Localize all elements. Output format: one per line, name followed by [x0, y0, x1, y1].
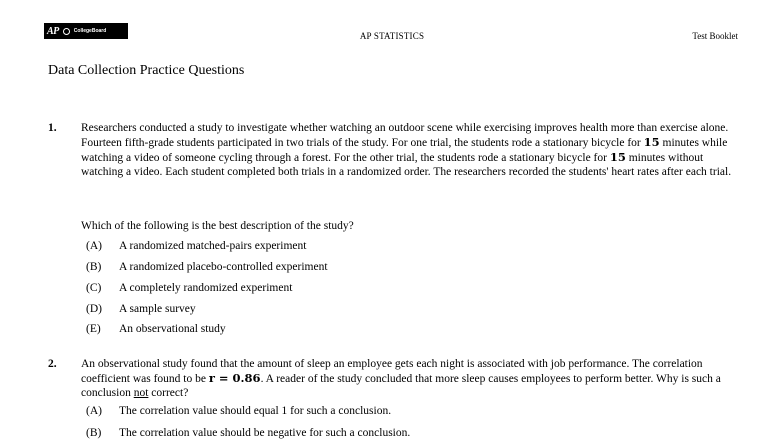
- choice-text: A randomized matched-pairs experiment: [119, 240, 307, 252]
- ap-logo-text: AP: [47, 25, 59, 37]
- subject-header: AP STATISTICS: [359, 31, 425, 41]
- question-number: 1.: [48, 122, 57, 134]
- stem-text: . A reader of the study concluded that more sleep causes employees to perform better. Why is such a conclusion: [81, 373, 721, 399]
- stem-text: correct?: [148, 387, 189, 399]
- choice-letter: (A): [86, 240, 102, 252]
- collegeboard-logo-text: CollegeBoard: [73, 28, 107, 34]
- stem-math: 15: [609, 150, 626, 164]
- question-stem: [81, 357, 741, 400]
- stem-emphasis: not: [133, 387, 149, 399]
- answer-choice-d[interactable]: [86, 302, 196, 316]
- answer-choice-c[interactable]: [86, 281, 292, 295]
- stem-text: minutes without watching a video. Each student completed both trials in a randomized order. The researchers recorded the students' heart rates after each trial.: [81, 152, 732, 178]
- choice-letter: (E): [86, 323, 101, 335]
- answer-choice-b[interactable]: [86, 260, 328, 274]
- stem-math: 15: [643, 135, 660, 149]
- choice-letter: (B): [86, 261, 102, 273]
- question-prompt: Which of the following is the best description of the study?: [81, 220, 354, 232]
- choice-text: A randomized placebo-controlled experiment: [119, 261, 328, 273]
- question-stem: [81, 121, 741, 179]
- answer-choice-a[interactable]: [86, 404, 391, 418]
- choice-text: A completely randomized experiment: [119, 282, 293, 294]
- choice-letter: (A): [86, 405, 102, 417]
- stem-text: Researchers conducted a study to investigate whether watching an outdoor scene while exercising improves health more than exercise alone. Fourteen fifth-grade students participated in two trials of the study. For one trial, the students rode a stationary bicycle for: [81, 122, 729, 149]
- choice-text: An observational study: [119, 323, 226, 335]
- booklet-header: Test Booklet: [692, 31, 738, 41]
- question-number: 2.: [48, 358, 57, 370]
- stem-math: r = 0.86: [208, 371, 261, 385]
- stem-text: minutes while watching a video of someone cycling through a forest. For the other trial, the students rode a stationary bicycle for: [81, 137, 728, 164]
- choice-letter: (B): [86, 427, 102, 439]
- choice-text: A sample survey: [119, 303, 196, 315]
- answer-choice-e[interactable]: [86, 322, 226, 336]
- choice-text: The correlation value should equal 1 for such a conclusion.: [119, 405, 392, 417]
- page-title: Data Collection Practice Questions: [48, 63, 245, 78]
- answer-choice-b[interactable]: [86, 426, 410, 440]
- choice-letter: (D): [86, 303, 102, 315]
- stem-text: An observational study found that the amount of sleep an employee gets each night is associated with job performance. The correlation coefficient was found to be: [81, 358, 703, 385]
- choice-letter: (C): [86, 282, 102, 294]
- answer-choice-a[interactable]: [86, 239, 306, 253]
- choice-text: The correlation value should be negative for such a conclusion.: [119, 427, 411, 439]
